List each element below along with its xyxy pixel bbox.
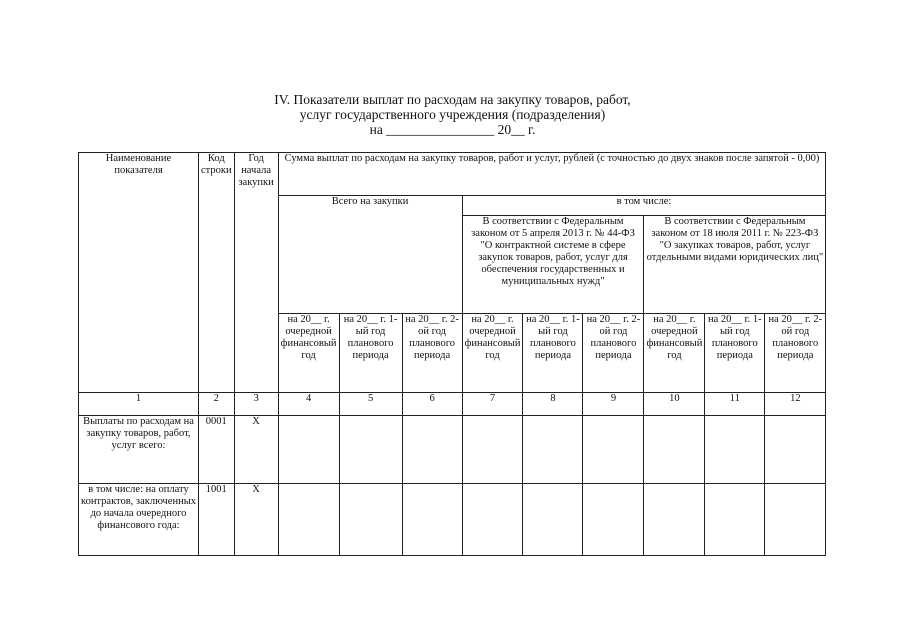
column-number: 3 (234, 393, 278, 416)
column-number: 5 (339, 393, 402, 416)
header-period-next: на 20__ г. очередной финансовый год (644, 314, 705, 393)
header-period-second: на 20__ г. 2-ой год планового периода (583, 314, 644, 393)
row-year: X (234, 416, 278, 484)
value-cell[interactable] (402, 416, 462, 484)
row-name: Выплаты по расходам на закупку товаров, работ, услуг всего: (79, 416, 199, 484)
title-line-3: на ________________ 20__ г. (369, 122, 536, 137)
value-cell[interactable] (583, 416, 644, 484)
value-cell[interactable] (523, 484, 583, 556)
header-law-223: В соответствии с Федеральным законом от 18 июля 2011 г. № 223-ФЗ "О закупках товаров, работ, услуг отдельными видами юридических лиц" (644, 216, 826, 314)
row-code: 1001 (199, 484, 235, 556)
header-period-second: на 20__ г. 2-ой год планового периода (765, 314, 826, 393)
column-number: 10 (644, 393, 705, 416)
value-cell[interactable] (644, 416, 705, 484)
header-name: Наименование показателя (79, 153, 199, 393)
header-code: Код строки (199, 153, 235, 393)
column-number: 4 (278, 393, 339, 416)
value-cell[interactable] (523, 416, 583, 484)
value-cell[interactable] (278, 416, 339, 484)
column-number: 1 (79, 393, 199, 416)
column-number: 7 (462, 393, 523, 416)
table-row (79, 484, 826, 556)
header-period-first: на 20__ г. 1-ый год планового периода (339, 314, 402, 393)
header-including: в том числе: (462, 196, 826, 216)
form-title (0, 92, 905, 137)
header-law-44: В соответствии с Федеральным законом от 5 апреля 2013 г. № 44-ФЗ "О контрактной системе в сфере закупок товаров, работ, услуг для обеспечения государственных и муниципальных нужд" (462, 216, 644, 314)
value-cell[interactable] (339, 416, 402, 484)
header-period-first: на 20__ г. 1-ый год планового периода (523, 314, 583, 393)
column-number-row (79, 393, 826, 416)
header-year: Год начала закупки (234, 153, 278, 393)
table-row (79, 416, 826, 484)
value-cell[interactable] (705, 484, 765, 556)
title-line-2: услуг государственного учреждения (подразделения) (299, 107, 606, 122)
value-cell[interactable] (705, 416, 765, 484)
value-cell[interactable] (583, 484, 644, 556)
column-number: 2 (199, 393, 235, 416)
value-cell[interactable] (339, 484, 402, 556)
value-cell[interactable] (278, 484, 339, 556)
header-period-next: на 20__ г. очередной финансовый год (278, 314, 339, 393)
value-cell[interactable] (462, 416, 523, 484)
column-number: 9 (583, 393, 644, 416)
row-code: 0001 (199, 416, 235, 484)
column-number: 11 (705, 393, 765, 416)
header-period-second: на 20__ г. 2-ой год планового периода (402, 314, 462, 393)
column-number: 8 (523, 393, 583, 416)
title-line-1: IV. Показатели выплат по расходам на закупку товаров, работ, (274, 92, 631, 107)
value-cell[interactable] (462, 484, 523, 556)
value-cell[interactable] (644, 484, 705, 556)
header-period-first: на 20__ г. 1-ый год планового периода (705, 314, 765, 393)
value-cell[interactable] (765, 416, 826, 484)
header-total: Всего на закупки (278, 196, 462, 314)
row-year: X (234, 484, 278, 556)
purchase-payments-table (78, 152, 826, 556)
value-cell[interactable] (765, 484, 826, 556)
header-period-next: на 20__ г. очередной финансовый год (462, 314, 523, 393)
column-number: 6 (402, 393, 462, 416)
header-sum: Сумма выплат по расходам на закупку товаров, работ и услуг, рублей (с точностью до двух знаков после запятой - 0,00) (278, 153, 826, 196)
value-cell[interactable] (402, 484, 462, 556)
column-number: 12 (765, 393, 826, 416)
row-name: в том числе: на оплату контрактов, заключенных до начала очередного финансового года: (79, 484, 199, 556)
